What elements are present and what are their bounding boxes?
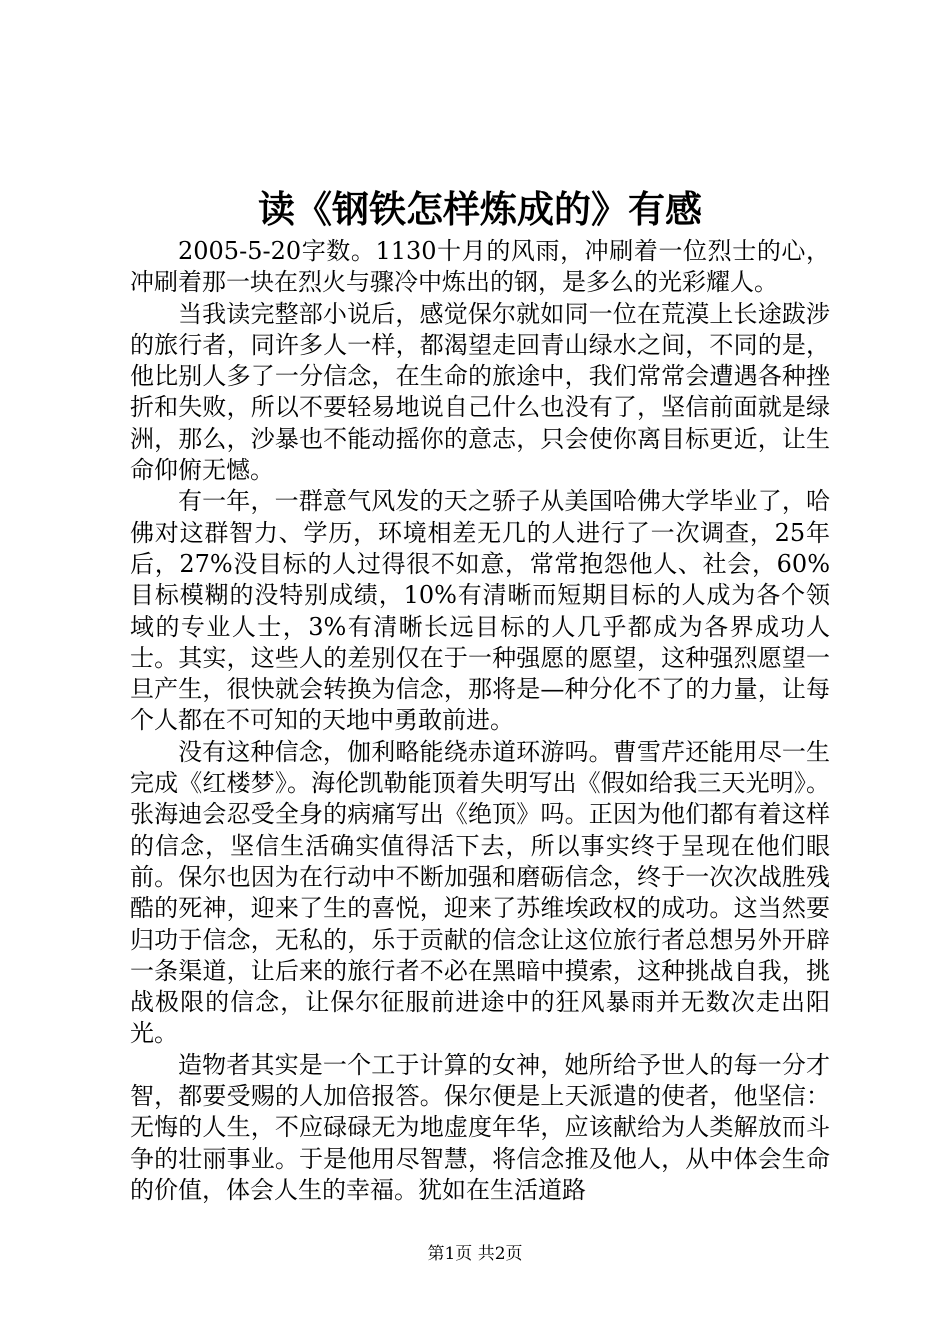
paragraph: 有一年，一群意气风发的天之骄子从美国哈佛大学毕业了，哈佛对这群智力、学历，环境相差无几的人进行了一次调查，25年后，27%没目标的人过得很不如意，常常抱怨他人、社会，60%目标模糊的没特别成绩，10%有清晰而短期目标的人成为各个领域的专业人士，3%有清晰长远目标的人几乎都成为各界成功人士。其实，这些人的差别仅在于一种强愿的愿望，这种强烈愿望一旦产生，很快就会转换为信念，那将是—种分化不了的力量，让每个人都在不可知的天地中勇敢前进。 [130,487,830,735]
paragraph: 当我读完整部小说后，感觉保尔就如同一位在荒漠上长途跋涉的旅行者，同许多人一样，都渴望走回青山绿水之间，不同的是，他比别人多了一分信念，在生命的旅途中，我们常常会遭遇各种挫折和失败，所以不要轻易地说自己什么也没有了，坚信前面就是绿洲，那么，沙暴也不能动摇你的意志，只会使你离目标更近，让生命仰俯无憾。 [130,299,830,485]
document-body [130,236,830,1206]
paragraph: 造物者其实是一个工于计算的女神，她所给予世人的每一分才智，都要受赐的人加倍报答。保尔便是上天派遣的使者，他坚信：无悔的人生，不应碌碌无为地虚度年华，应该献给为人类解放而斗争的壮丽事业。于是他用尽智慧，将信念推及他人，从中体会生命的价值，体会人生的幸福。犹如在生活道路 [130,1050,830,1204]
document-title: 读《钢铁怎样炼成的》有感 [258,187,702,231]
paragraph: 2005-5-20字数。1130十月的风雨，冲刷着一位烈士的心，冲刷着那一块在烈火与骤冷中炼出的钢，是多么的光彩耀人。 [130,237,830,297]
page-footer: 第1页 共2页 [427,1244,523,1264]
paragraph: 没有这种信念，伽利略能绕赤道环游吗。曹雪芹还能用尽一生完成《红楼梦》。海伦凯勒能顶着失明写出《假如给我三天光明》。张海迪会忍受全身的病痛写出《绝顶》吗。正因为他们都有着这样的信念，坚信生活确实值得活下去，所以事实终于呈现在他们眼前。保尔也因为在行动中不断加强和磨砺信念，终于一次次战胜残酷的死神，迎来了生的喜悦，迎来了苏维埃政权的成功。这当然要归功于信念，无私的，乐于贡献的信念让这位旅行者总想另外开辟一条渠道，让后来的旅行者不必在黑暗中摸索，这种挑战自我，挑战极限的信念，让保尔征服前进途中的狂风暴雨并无数次走出阳光。 [130,737,830,1048]
